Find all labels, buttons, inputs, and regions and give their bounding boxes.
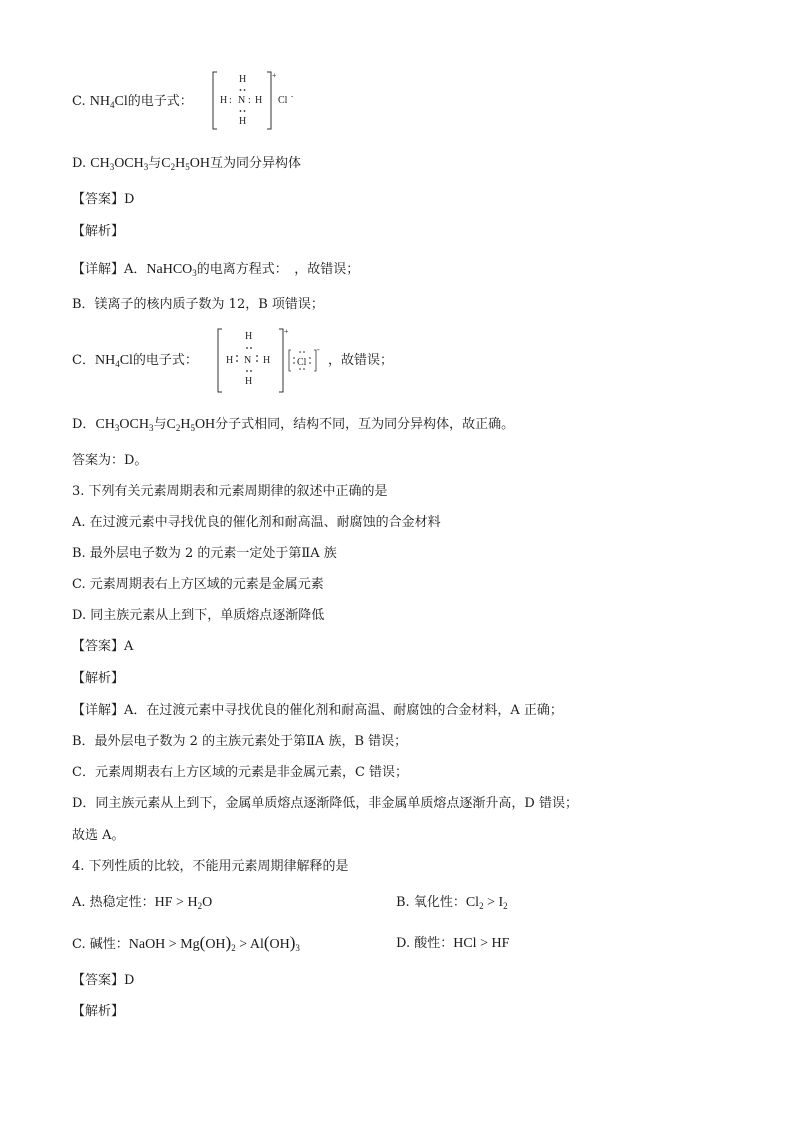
q3-analysis-heading: 【解析】 [72, 671, 125, 686]
q4-option-a: A. 热稳定性：HF > $H_2O$ [72, 895, 213, 911]
option-label: C. [72, 94, 86, 109]
q2-answer: 【答案】D [72, 192, 135, 207]
q3-detail-c: C．元素周期表右上方区域的元素是非金属元素，C 错误； [72, 765, 409, 780]
formula-nh4cl: $NH_4Cl$ [94, 353, 133, 369]
q3-option-d: D. 同主族元素从上到下，单质熔点逐渐降低 [72, 608, 325, 623]
svg-text:H: H [263, 355, 271, 366]
q4-option-d: D. 酸性：HCl > HF [396, 936, 510, 951]
formula-ch3och3: $CH_3OCH_3$ [90, 156, 149, 172]
formula-oxidizing: $Cl_2 > I_2$ [465, 895, 508, 911]
q3-final-answer: 故选 A。 [72, 828, 125, 843]
lewis-h-bottom: H [239, 116, 247, 127]
svg-text:H: H [226, 355, 234, 366]
svg-text:+: + [284, 327, 289, 336]
formula-acidity: HCl > HF [453, 936, 510, 951]
lewis-n: N [238, 95, 246, 106]
q2-detail-b: B．镁离子的核内质子数为 12，B 项错误； [72, 297, 324, 312]
svg-text:H: H [245, 331, 253, 342]
lewis-chloride: Cl [297, 357, 307, 368]
svg-text:N: N [244, 355, 252, 366]
formula-c2h5oh: $C_2H_5OH$ [166, 417, 216, 433]
lewis-structure-nh4cl-correct [217, 326, 327, 396]
q4-answer: 【答案】D [72, 973, 135, 988]
q3-detail-a: 【详解】A．在过渡元素中寻找优良的催化剂和耐高温、耐腐蚀的合金材料，A 正确； [72, 703, 563, 718]
lewis-h-top: H [239, 74, 247, 85]
lewis-colon: : [248, 95, 251, 106]
svg-text:-: - [291, 92, 294, 100]
q3-detail-d: D．同主族元素从上到下，金属单质熔点逐渐降低，非金属单质熔点逐渐升高，D 错误； [72, 796, 578, 811]
q3-stem: 3. 下列有关元素周期表和元素周期律的叙述中正确的是 [72, 484, 388, 499]
lewis-h-left: H [220, 95, 228, 106]
formula-thermal-stability: HF > $H_2O$ [154, 895, 213, 911]
formula-basicity: NaOH > $Mg(OH)_2 > Al(OH)_3$ [128, 933, 300, 953]
lewis-colon: : [229, 95, 232, 106]
q4-stem: 4. 下列性质的比较，不能用元素周期律解释的是 [72, 859, 349, 874]
q2-option-d: D. $CH_3OCH_3$与$C_2H_5OH$互为同分异构体 [72, 156, 301, 172]
q2-final-answer: 答案为：D。 [72, 453, 148, 468]
q4-option-c: C. 碱性：NaOH > $Mg(OH)_2 > Al(OH)_3$ [72, 933, 300, 953]
option-label: D. [72, 156, 87, 171]
q3-option-a: A. 在过渡元素中寻找优良的催化剂和耐高温、耐腐蚀的合金材料 [72, 515, 441, 530]
lewis-anion: Cl [278, 95, 288, 106]
svg-text:-: - [317, 345, 320, 354]
q3-answer: 【答案】A [72, 639, 134, 654]
formula-nahco3: NaHCO$_3$ [146, 262, 197, 278]
q2-option-c [72, 93, 193, 111]
q3-option-c: C. 元素周期表右上方区域的元素是金属元素 [72, 577, 324, 592]
q3-detail-b: B．最外层电子数为 2 的主族元素处于第ⅡA 族，B 错误； [72, 734, 408, 749]
q2-detail-a: 【详解】A．NaHCO$_3$的电离方程式： ，故错误； [72, 262, 360, 278]
q3-option-b: B. 最外层电子数为 2 的元素一定处于第ⅡA 族 [72, 546, 337, 561]
formula-c2h5oh: $C_2H_5OH$ [161, 156, 210, 172]
lewis-structure-nh4cl-wrong [212, 70, 302, 132]
svg-text:H: H [245, 376, 253, 387]
formula-ch3och3: $CH_3OCH_3$ [95, 417, 154, 433]
formula-nh4cl: $NH_4Cl$ [89, 94, 128, 110]
q4-option-b: B. 氧化性：$Cl_2 > I_2$ [396, 895, 508, 911]
q2-detail-c: C．$NH_4Cl$的电子式： [72, 353, 198, 369]
q2-analysis-heading: 【解析】 [72, 224, 125, 239]
lewis-charge: + [272, 71, 277, 80]
q4-analysis-heading: 【解析】 [72, 1004, 125, 1019]
q2-detail-d: D．$CH_3OCH_3$与$C_2H_5OH$分子式相同，结构不同，互为同分异构体，故正确。 [72, 417, 515, 433]
option-text: 的电子式： [127, 94, 193, 109]
lewis-h-right: H [255, 95, 263, 106]
q2-detail-c-suffix: ，故错误； [328, 353, 394, 368]
